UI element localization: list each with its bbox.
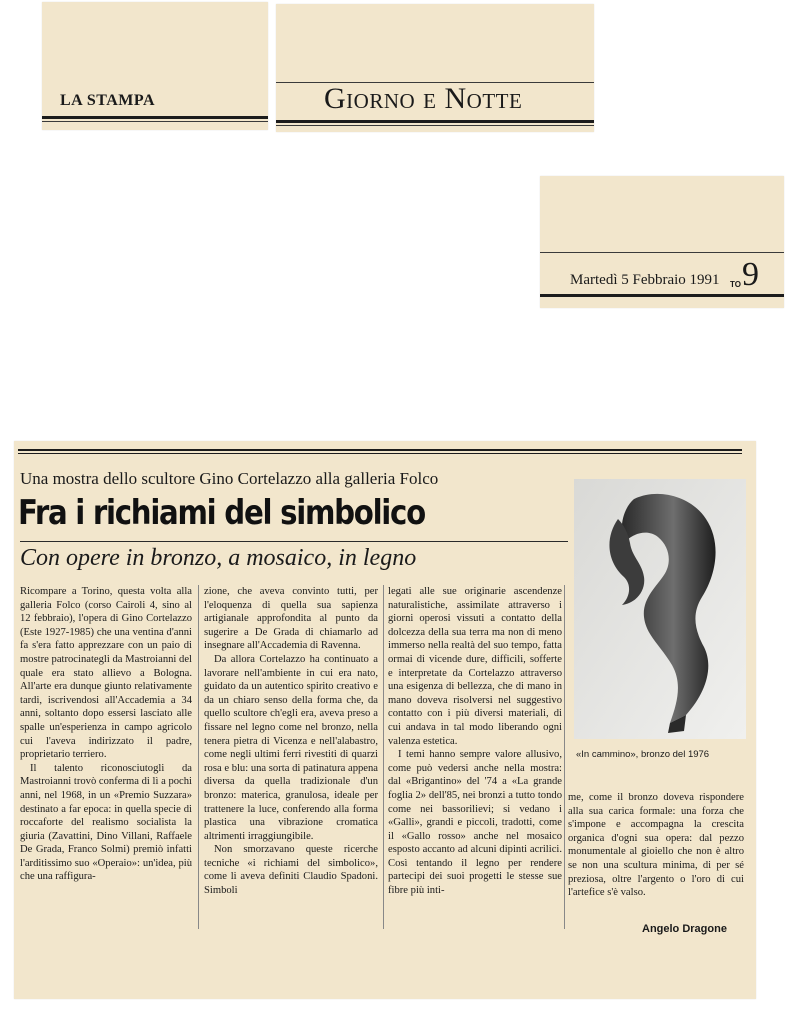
headline-rule [20,541,568,542]
paragraph: Da allora Cortelazzo ha continuato a lavorare nell'ambiente in cui era nato, guidato da un autentico spirito creativo e da un chiaro senso della forma che, da quello scultore ch'egli era, aveva preso a fissare nel legno come nel bronzo, nella tenera pietra di Vicenza e nell'alabastro, come negli ultimi ferri rivestiti di quarzi rosa e blu: una sorta di patinatura appena diversa da quella tradizionale d'un bronzo: materica, granulosa, ideale per trattenere la luce, conferendo alla forma plastica una vibrazione cromatica altrimenti irraggiungibile. [204,653,378,842]
section-name: Giorno e Notte [324,82,523,115]
section-clipping [276,4,594,132]
date-rule-top [540,252,784,253]
sculpture-image [574,479,746,739]
article-top-rule [18,449,742,451]
column-divider [383,585,384,929]
article-column-2 [204,585,378,898]
newspaper-name: LA STAMPA [60,92,156,109]
article-headline: Fra i richiami del simbolico [18,493,425,533]
article-subheadline: Con opere in bronzo, a mosaico, in legno [20,545,417,571]
page-label: TO [730,280,741,289]
paragraph: me, come il bronzo doveva rispondere alla sua carica formale: una forza che s'impone e accompagna la crescita organica d'ogni sua opera: dal pezzo monumentale al gioiello che non è altro se non una scultura minima, di per sé preziosa, oltre l'argento o l'oro di cui l'artefice s'è valso. [568,792,744,899]
article-top-rule-thin [18,453,742,454]
paragraph: Non smorzavano queste ricerche tecniche «i richiami del simbolico», come li aveva definiti Claudio Spadoni. Simboli [204,844,378,897]
article-column-4 [568,791,744,900]
paragraph: I temi hanno sempre valore allusivo, come può vedersi anche nella mostra: dal «Brigantino» del '74 a «La grande foglia 2» dell'85, nei bronzi a tutto tondo come nei bassorilievi; si vedano i «Galli», grandi e piccoli, tradotti, come il «Gallo rosso» anche nel mosaico esposto accanto ad alcuni dipinti acrilici. Così tentando il legno per rendere partecipi dei suoi progetti le stesse sue fibre più inti- [388,749,562,897]
column-divider [564,585,565,929]
page-number: 9 [742,256,759,293]
paragraph: Ricompare a Torino, questa volta alla galleria Folco (corso Cairoli 4, sino al 12 febbraio), l'opera di Gino Cortelazzo (Este 1927-1985) che una ventina d'anni fa s'era fatto apprezzare con un paio di mostre patrocinategli da Mastroianni del quale era stato allievo a Bologna. All'arte era dunque giunto relativamente tardi, iscrivendosi all'Accademia a 34 anni, soltanto dopo essersi lasciato alle spalle un'esperienza in campo agricolo cui l'aveva indirizzato il padre, proprietario terriero. [20,586,192,761]
masthead-clipping [42,2,268,130]
date-clipping [540,176,784,308]
article-byline: Angelo Dragone [642,923,727,935]
photo-caption: «In cammino», bronzo del 1976 [576,749,710,760]
sculpture-photo [574,479,746,739]
masthead-rule-thin [42,121,268,122]
column-divider [198,585,199,929]
paragraph: zione, che aveva convinto tutti, per l'eloquenza di quella sua sapienza artigianale approfondita al punto da sugerire a De Grada di chiamarlo ad insegnare all'Accademia di Ravenna. [204,586,378,652]
article-kicker: Una mostra dello scultore Gino Cortelazzo alla galleria Folco [20,469,439,488]
article-clipping [14,441,756,999]
publication-date: Martedì 5 Febbraio 1991 [570,272,720,288]
section-rule-thin [276,125,594,126]
masthead-rule [42,116,268,119]
paragraph: legati alle sue originarie ascendenze naturalistiche, assimilate attraverso i giorni operosi vissuti a contatto della dolcezza della sua terra ma non di meno immerso nella realtà del suo tempo, fatta ormai di vicende dure, difficili, sofferte e interpretate da Cortelazzo attraverso una esigenza di bellezza, che di mano in mano doveva risolversi nel suggestivo contatto con i più diversi materiali, di cui andava in tal modo liberando ogni valenza estetica. [388,586,562,747]
section-rule [276,120,594,123]
article-column-3 [388,585,562,898]
paragraph: Il talento riconosciutogli da Mastroianni trovò conferma di lì a pochi anni, nel 1968, in un «Premio Suzzara» destinato a far epoca: in quella specie di roccaforte del realismo socialista la giuria (Zavattini, Dino Villani, Raffaele De Grada, Franco Solmi) premiò infatti l'arditissimo suo «Operaio»: un'idea, più che una raffigura- [20,762,192,883]
date-rule [540,294,784,297]
article-column-1 [20,585,192,884]
